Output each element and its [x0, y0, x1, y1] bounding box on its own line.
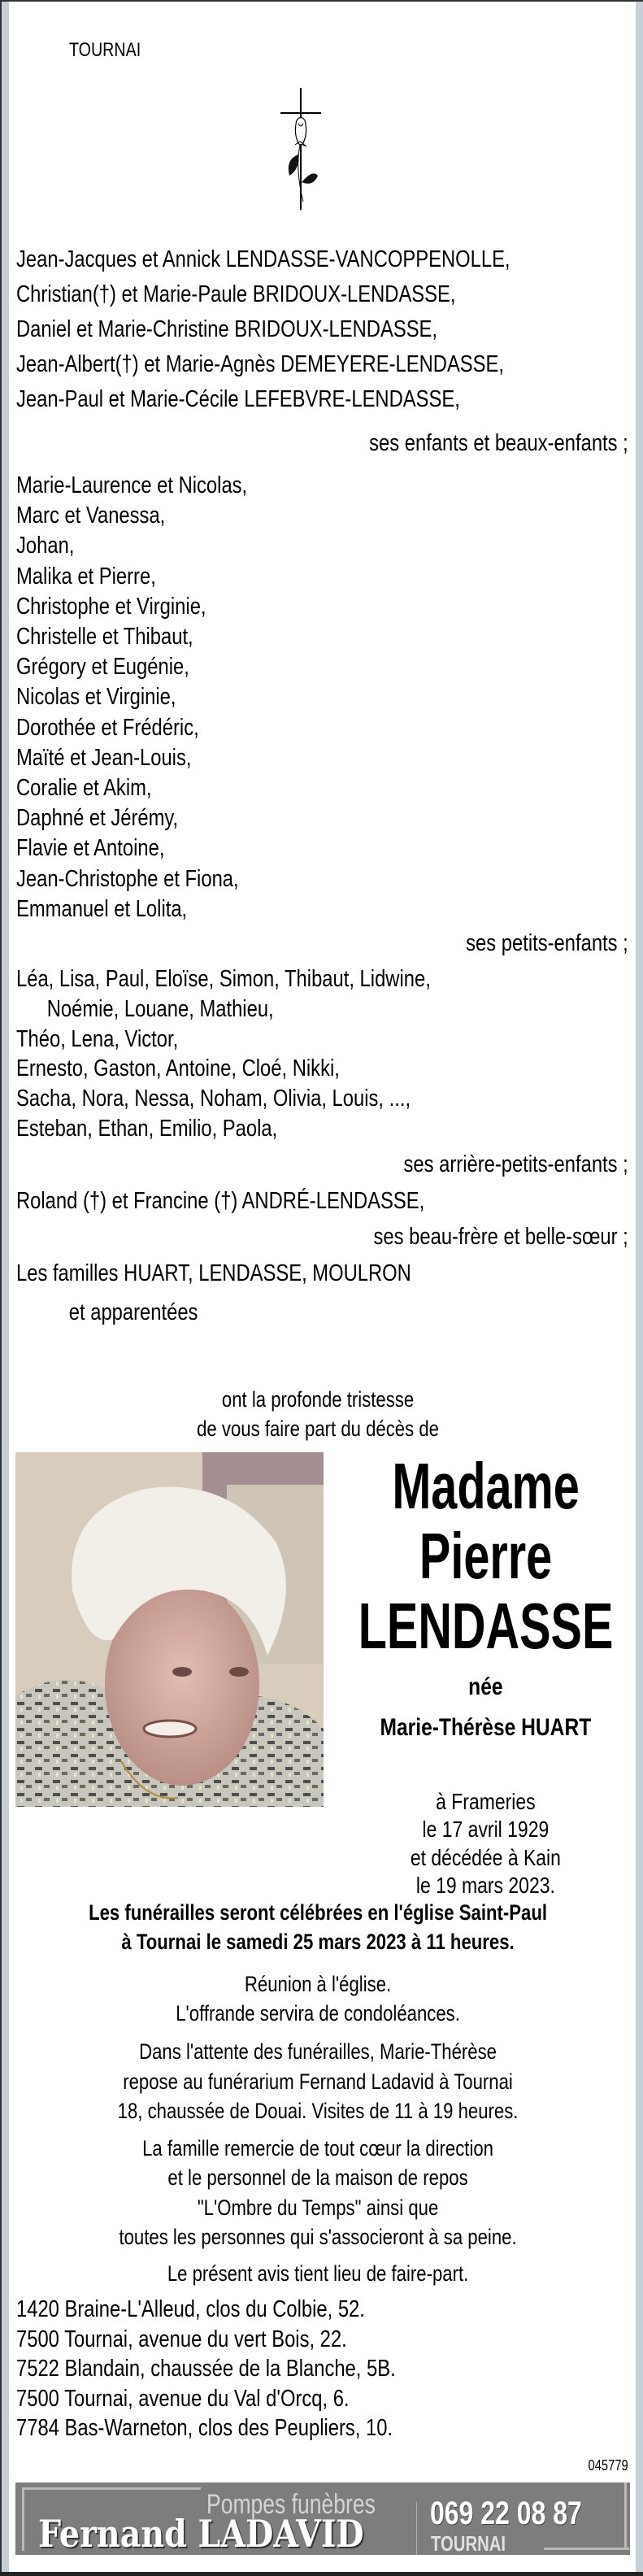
maiden-name: Marie-Thérèse HUART: [380, 1714, 592, 1741]
child-couple-line: Jean-Paul et Marie-Cécile LEFEBVRE-LENDASSE,: [16, 386, 460, 412]
great-grandchild-line: Sacha, Nora, Nessa, Noham, Olivia, Louis, ...,: [16, 1086, 411, 1112]
child-couple-line: Daniel et Marie-Christine BRIDOUX-LENDASSE,: [16, 316, 438, 342]
funeral-details-line: à Tournai le samedi 25 mars 2023 à 11 heures.: [121, 1930, 515, 1954]
deceased-name-line: Pierre: [419, 1520, 553, 1592]
grandchild-line: Coralie et Akim,: [16, 775, 152, 802]
grandchild-line-list: [16, 471, 628, 925]
in-laws-line: Roland (†) et Francine (†) ANDRÉ-LENDASSE,: [16, 1188, 425, 1214]
grandchild-line: Marc et Vanessa,: [16, 503, 166, 529]
child-couple-line: Jean-Albert(†) et Marie-Agnès DEMEYERE-LENDASSE,: [16, 351, 504, 377]
intro-line: de vous faire part du décès de: [197, 1416, 439, 1441]
grandchild-line: Maïté et Jean-Louis,: [16, 744, 192, 771]
frame-border: [0, 2572, 643, 2576]
funeral-details-line-list: [16, 1898, 619, 1956]
grandchild-line: Dorothée et Frédéric,: [16, 714, 199, 741]
grandchild-line: Marie-Laurence et Nicolas,: [16, 472, 248, 498]
child-couple-line: Christian(†) et Marie-Paule BRIDOUX-LENDASSE,: [16, 281, 456, 307]
reunion-line: L'offrande servira de condoléances.: [176, 2001, 460, 2026]
great-grandchild-line: Ernesto, Gaston, Antoine, Cloé, Nikki,: [16, 1055, 340, 1082]
grandchild-line: Malika et Pierre,: [16, 563, 156, 590]
grandchild-line: Grégory et Eugénie,: [16, 654, 189, 681]
funeral-home-phone[interactable]: 069 22 08 87: [430, 2496, 582, 2531]
children-label: ses enfants et beaux-enfants ;: [369, 430, 628, 456]
grandchild-line: Christelle et Thibaut,: [16, 624, 193, 651]
deceased-photo: [15, 1452, 324, 1807]
birth-death-line: le 17 avril 1929: [422, 1817, 550, 1843]
address-line: 7500 Tournai, avenue du vert Bois, 22.: [16, 2326, 347, 2352]
funeral-home-city: TOURNAI: [431, 2531, 506, 2555]
great-grandchildren-label: ses arrière-petits-enfants ;: [403, 1151, 628, 1177]
funeral-details-line: Les funérailles seront célébrées en l'église Saint-Paul: [89, 1900, 548, 1925]
address-line: 1420 Braine-L'Alleud, clos du Colbie, 52.: [16, 2296, 365, 2322]
families-line: Les familles HUART, LENDASSE, MOULRON: [16, 1260, 411, 1286]
deceased-name-line-list: [333, 1451, 638, 1661]
address-line-list: [16, 2295, 628, 2443]
reunion-line-list: [16, 1969, 619, 2028]
visitation-line: 18, chaussée de Douai. Visites de 11 à 19 heures.: [117, 2099, 519, 2123]
grandchild-line: Nicolas et Virginie,: [16, 684, 176, 711]
grandchild-line: Flavie et Antoine,: [16, 835, 165, 862]
nee-label: née: [468, 1673, 503, 1700]
great-grandchild-line: Théo, Lena, Victor,: [16, 1025, 179, 1052]
grandchild-line: Daphné et Jérémy,: [16, 805, 179, 832]
grandchild-line: Emmanuel et Lolita,: [16, 895, 188, 922]
thanks-line: et le personnel de la maison de repos: [167, 2165, 468, 2191]
funeral-home-tagline: Pompes funèbres: [206, 2489, 376, 2520]
address-line: 7500 Tournai, avenue du Val d'Orcq, 6.: [16, 2385, 350, 2412]
intro-line: ont la profonde tristesse: [221, 1387, 415, 1412]
birth-death-line: à Frameries: [436, 1789, 536, 1814]
frame-border: [0, 0, 2, 2576]
families-related-line: et apparentées: [68, 1299, 198, 1325]
frame-border: [0, 0, 643, 2]
reunion-line: Réunion à l'église.: [244, 1972, 392, 1996]
funeral-home-name: Fernand LADAVID: [38, 2512, 364, 2555]
address-line: 7522 Blandain, chaussée de la Blanche, 5B.: [16, 2356, 396, 2382]
birth-death-line-list: [333, 1788, 638, 1899]
great-grandchild-line: Noémie, Louane, Mathieu,: [46, 995, 274, 1022]
notice-line: Le présent avis tient lieu de faire-part.: [167, 2261, 469, 2286]
funeral-home-banner: [15, 2482, 630, 2555]
intro-line-list: [16, 1385, 619, 1443]
deceased-name-line: LENDASSE: [358, 1590, 614, 1662]
location-heading: TOURNAI: [69, 39, 141, 61]
visitation-line: Dans l'attente des funérailles, Marie-Thérèse: [139, 2039, 497, 2064]
address-line: 7784 Bas-Warneton, clos des Peupliers, 10.: [16, 2415, 393, 2441]
grandchild-line: Johan,: [16, 533, 75, 559]
visitation-line: repose au funérarium Fernand Ladavid à Tournai: [123, 2069, 513, 2094]
child-couple-line-list: [16, 242, 628, 417]
thanks-line: "L'Ombre du Temps" ainsi que: [197, 2195, 439, 2220]
thanks-line-list: [16, 2134, 619, 2252]
cross-rose-icon: [280, 88, 321, 214]
reference-number: 045779: [588, 2457, 628, 2474]
birth-death-line: et décédée à Kain: [410, 1844, 561, 1870]
grandchild-line: Christophe et Virginie,: [16, 593, 206, 620]
great-grandchild-line: Léa, Lisa, Paul, Eloïse, Simon, Thibaut, Lidwine,: [16, 966, 431, 992]
thanks-line: La famille remercie de tout cœur la direction: [142, 2136, 494, 2160]
child-couple-line: Jean-Jacques et Annick LENDASSE-VANCOPPENOLLE,: [16, 246, 510, 272]
great-grandchild-line-list: [16, 964, 628, 1144]
grandchild-line: Jean-Christophe et Fiona,: [16, 865, 239, 892]
visitation-line-list: [16, 2037, 619, 2126]
birth-death-line: le 19 mars 2023.: [415, 1872, 555, 1898]
thanks-line: toutes les personnes qui s'associeront à sa peine.: [119, 2224, 517, 2249]
in-laws-label: ses beau-frère et belle-sœur ;: [373, 1224, 628, 1250]
great-grandchild-line: Esteban, Ethan, Emilio, Paola,: [16, 1115, 278, 1142]
grandchildren-label: ses petits-enfants ;: [466, 930, 628, 956]
deceased-name-line: Madame: [392, 1450, 580, 1522]
